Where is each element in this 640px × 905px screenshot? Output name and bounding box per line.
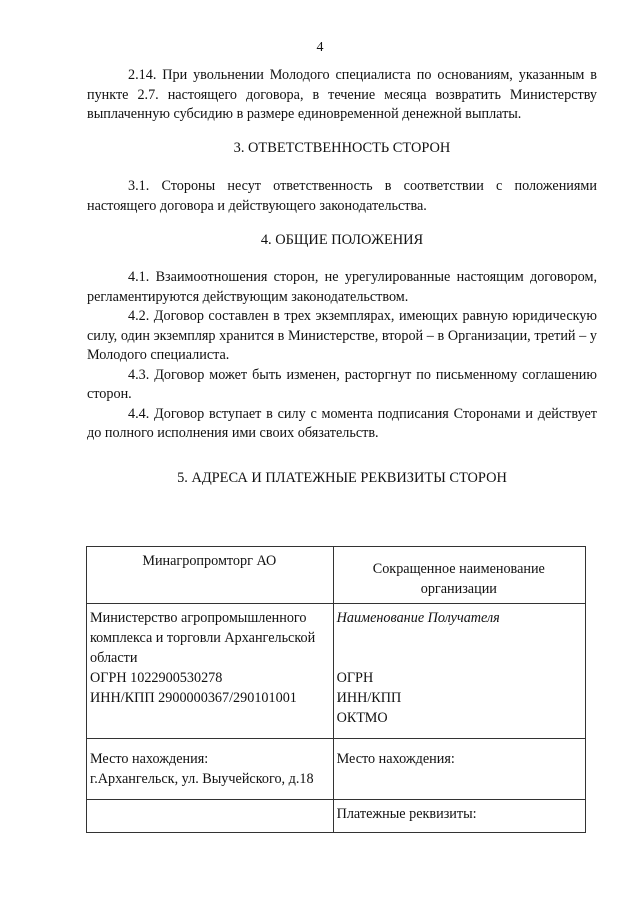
paragraph-3-1: 3.1. Стороны несут ответственность в соответствии с положениями настоящего договора и действующего законодательства.: [87, 178, 597, 214]
paragraph-4-3: 4.3. Договор может быть изменен, расторгнут по письменному соглашению сторон.: [87, 366, 597, 402]
table-row: [87, 800, 586, 833]
section-4-title: 4. ОБЩИЕ ПОЛОЖЕНИЯ: [260, 232, 424, 248]
left-payment-cell: [87, 800, 334, 833]
page-number: 4: [316, 40, 324, 55]
right-inn-kpp: ИНН/КПП: [336, 690, 402, 706]
left-name-line2: комплекса и торговли Архангельской: [90, 630, 316, 646]
left-name-line1: Министерство агропромышленного: [90, 610, 307, 626]
left-details-cell: [87, 604, 334, 739]
left-header: Минагропромторг АО: [142, 553, 277, 569]
paragraph-4-4: 4.4. Договор вступает в силу с момента подписания Сторонами и действует до полного исполнения ими своих обязательств.: [87, 405, 597, 441]
right-payment-cell: [333, 800, 585, 833]
left-header-cell: [87, 547, 334, 604]
right-recipient-name: Наименование Получателя: [336, 610, 500, 626]
right-header-line1: Сокращенное наименование: [372, 561, 545, 577]
requisites-table: [86, 546, 586, 833]
right-header-line2: организации: [420, 581, 497, 597]
paragraph-4-2: 4.2. Договор составлен в трех экземплярах, имеющих равную юридическую силу, один экземпляр хранится в Министерстве, второй – в Организации, третий – у Молодого специалиста.: [87, 308, 597, 363]
clause-2-14: [87, 66, 597, 125]
left-location-cell: [87, 739, 334, 800]
paragraph-4-1: 4.1. Взаимоотношения сторон, не урегулированные настоящим договором, регламентируются действующим законодательством.: [87, 269, 597, 305]
table-row: [87, 604, 586, 739]
left-location-value: г.Архангельск, ул. Выучейского, д.18: [90, 771, 314, 787]
right-oktmo: ОКТМО: [336, 710, 388, 726]
section-3-title: 3. ОТВЕТСТВЕННОСТЬ СТОРОН: [233, 140, 451, 156]
table-row: [87, 739, 586, 800]
section-4-body: [87, 268, 597, 444]
right-details-cell: [333, 604, 585, 739]
section-5-title: 5. АДРЕСА И ПЛАТЕЖНЫЕ РЕКВИЗИТЫ СТОРОН: [177, 470, 507, 486]
table-row: [87, 547, 586, 604]
right-payment-label: Платежные реквизиты:: [336, 806, 477, 822]
clause-3-1: [87, 177, 597, 216]
left-name-line3: области: [90, 650, 138, 666]
right-header-cell: [333, 547, 585, 604]
paragraph-2-14: 2.14. При увольнении Молодого специалиста по основаниям, указанным в пункте 2.7. настоящего договора, в течение месяца возвратить Министерству выплаченную субсидию в размере единовременной денежной выплаты.: [87, 67, 597, 122]
left-inn-kpp: ИНН/КПП 2900000367/290101001: [90, 690, 297, 706]
right-location-cell: [333, 739, 585, 800]
right-location-label: Место нахождения:: [336, 751, 455, 767]
right-ogrn: ОГРН: [336, 670, 374, 686]
left-ogrn: ОГРН 1022900530278: [90, 670, 223, 686]
left-location-label: Место нахождения:: [90, 751, 209, 767]
